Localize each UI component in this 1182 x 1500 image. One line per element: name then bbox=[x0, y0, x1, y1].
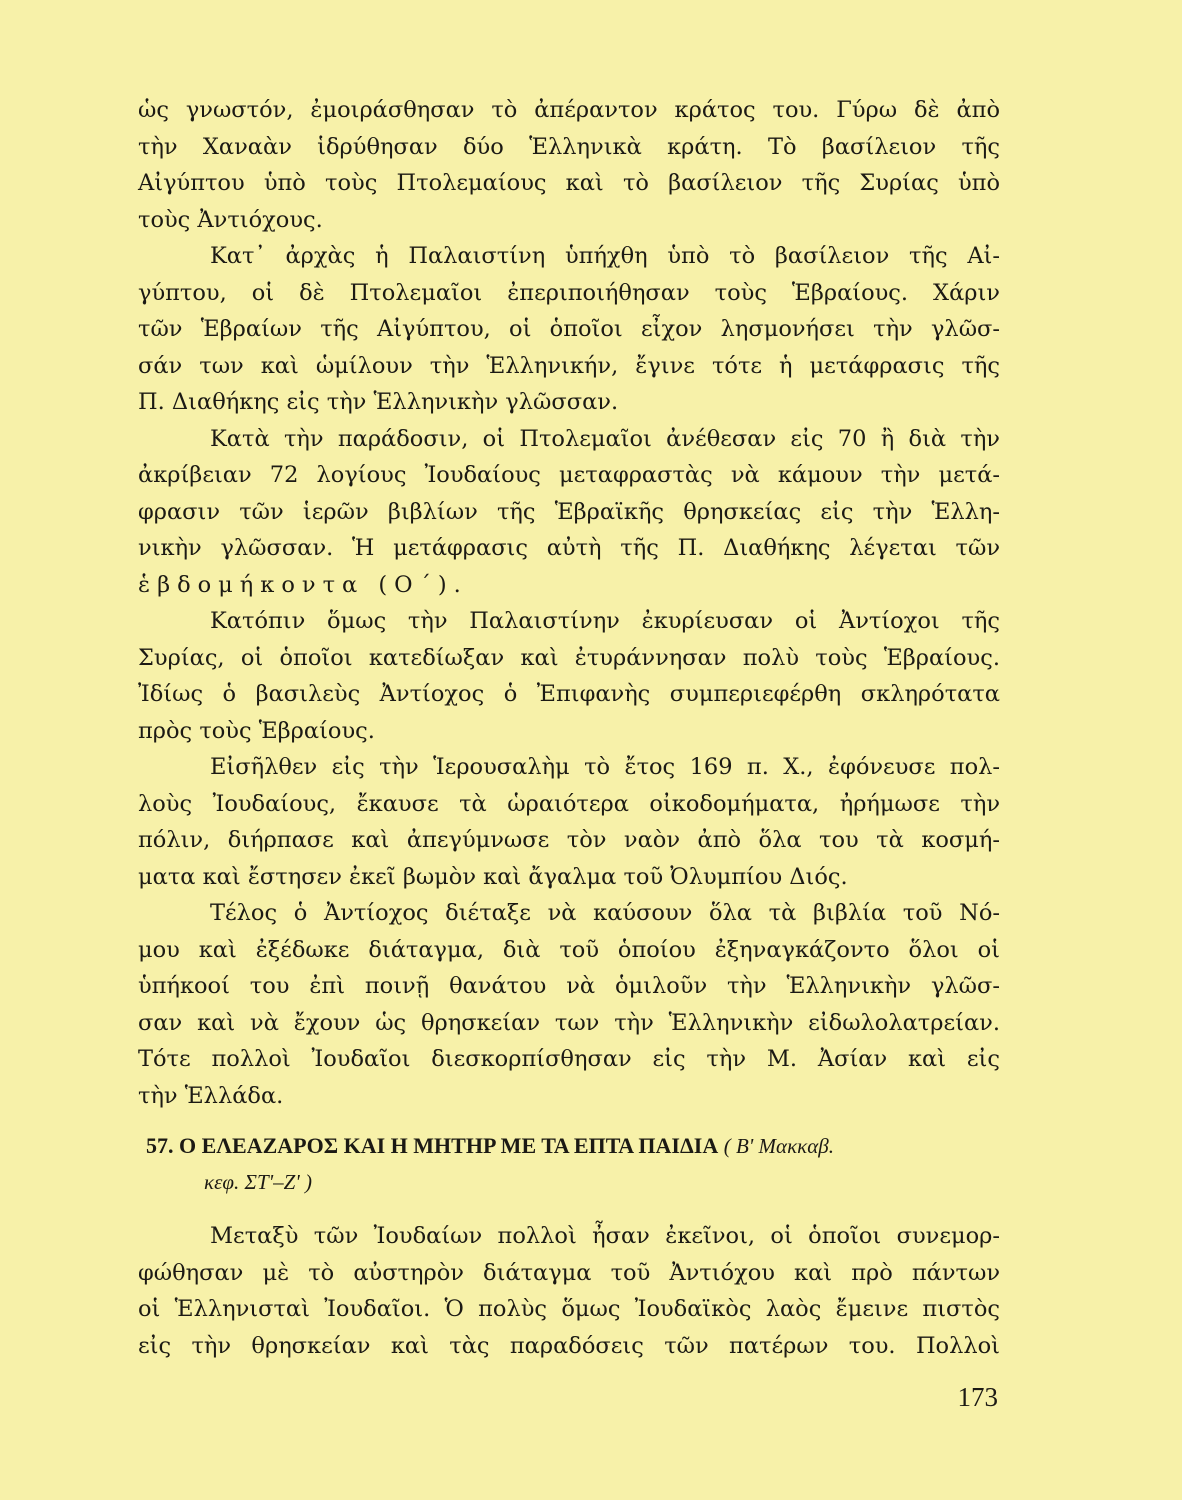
section-number: 57. bbox=[146, 1133, 174, 1158]
text-line: νικὴν γλῶσσαν. Ἡ μετάφρασις αὐτὴ τῆς Π. Διαθήκης λέγεται τῶν bbox=[138, 535, 1000, 561]
section-heading bbox=[146, 1128, 1002, 1200]
text-line: Κατ᾽ ἀρχὰς ἡ Παλαιστίνη ὑπήχθη ὑπὸ τὸ βασίλειον τῆς Αἰ- bbox=[210, 243, 1000, 269]
section-text bbox=[138, 1218, 1000, 1364]
text-line: Κατόπιν ὅμως τὴν Παλαιστίνην ἐκυρίευσαν οἱ Ἀντίοχοι τῆς bbox=[210, 608, 1000, 634]
text-line: ἀκρίβειαν 72 λογίους Ἰουδαίους μεταφραστὰς νὰ κάμουν τὴν μετά- bbox=[138, 462, 1000, 488]
text-line: τὴν Ἑλλάδα. bbox=[138, 1082, 284, 1109]
text-line: μου καὶ ἐξέδωκε διάταγμα, διὰ τοῦ ὁποίου ἐξηναγκάζοντο ὅλοι οἱ bbox=[138, 936, 1000, 963]
text-line: Συρίας, οἱ ὁποῖοι κατεδίωξαν καὶ ἐτυράννησαν πολὺ τοὺς Ἑβραίους. bbox=[138, 644, 1000, 671]
text-line: τὴν Χαναὰν ἱδρύθησαν δύο Ἑλληνικὰ κράτη. Τὸ βασίλειον τῆς bbox=[138, 133, 1000, 160]
text-line: οἱ Ἑλληνισταὶ Ἰουδαῖοι. Ὁ πολὺς ὅμως Ἰουδαϊκὸς λαὸς ἔμεινε πιστὸς bbox=[138, 1296, 1000, 1322]
text-line: φώθησαν μὲ τὸ αὐστηρὸν διάταγμα τοῦ Ἀντιόχου καὶ πρὸ πάντων bbox=[138, 1259, 1000, 1286]
section-reference: ( Β' Μακκαβ. bbox=[723, 1134, 834, 1158]
text-line: τῶν Ἑβραίων τῆς Αἰγύπτου, οἱ ὁποῖοι εἶχον λησμονήσει τὴν γλῶσ- bbox=[138, 316, 1000, 342]
text-line: γύπτου, οἱ δὲ Πτολεμαῖοι ἐπεριποιήθησαν τοὺς Ἑβραίους. Χάριν bbox=[138, 279, 1000, 306]
text-line: φρασιν τῶν ἱερῶν βιβλίων τῆς Ἑβραϊκῆς θρησκείας εἰς τὴν Ἑλλη- bbox=[138, 498, 1000, 525]
text-line: ὑπήκοοί του ἐπὶ ποινῇ θανάτου νὰ ὁμιλοῦν τὴν Ἑλληνικὴν γλῶσ- bbox=[138, 973, 1000, 999]
page-number: 173 bbox=[957, 1382, 998, 1412]
text-line: εἰς τὴν θρησκείαν καὶ τὰς παραδόσεις τῶν πατέρων του. Πολλοὶ bbox=[138, 1332, 1000, 1359]
text-line: Ἰδίως ὁ βασιλεὺς Ἀντίοχος ὁ Ἐπιφανὴς συμπεριεφέρθη σκληρότατα bbox=[138, 681, 1000, 707]
section-title: Ο ΕΛΕΑΖΑΡΟΣ ΚΑΙ Η ΜΗΤΗΡ ΜΕ ΤΑ ΕΠΤΑ ΠΑΙΔΙΑ bbox=[179, 1133, 719, 1158]
text-line: τοὺς Ἀντιόχους. bbox=[138, 206, 323, 233]
text-line: Τέλος ὁ Ἀντίοχος διέταξε νὰ καύσουν ὅλα τὰ βιβλία τοῦ Νό- bbox=[210, 900, 1000, 926]
text-line: σαν καὶ νὰ ἔχουν ὡς θρησκείαν των τὴν Ἑλληνικὴν εἰδωλολατρείαν. bbox=[138, 1009, 1000, 1036]
section-reference-continued: κεφ. ΣΤ'–Ζ' ) bbox=[204, 1170, 313, 1194]
text-line: Π. Διαθήκης εἰς τὴν Ἑλληνικὴν γλῶσσαν. bbox=[138, 389, 619, 415]
text-line: πρὸς τοὺς Ἑβραίους. bbox=[138, 717, 375, 744]
text-line: σάν των καὶ ὡμίλουν τὴν Ἑλληνικήν, ἔγινε τότε ἡ μετάφρασις τῆς bbox=[138, 352, 1000, 379]
text-line: ὡς γνωστόν, ἐμοιράσθησαν τὸ ἀπέραντον κράτος του. Γύρω δὲ ἀπὸ bbox=[138, 97, 1000, 123]
text-line: ἑβδομήκοντα (Ο΄). bbox=[138, 571, 468, 598]
text-line: Αἰγύπτου ὑπὸ τοὺς Πτολεμαίους καὶ τὸ βασίλειον τῆς Συρίας ὑπὸ bbox=[138, 170, 1000, 196]
text-line: Εἰσῆλθεν εἰς τὴν Ἱερουσαλὴμ τὸ ἔτος 169 π. Χ., ἐφόνευσε πολ- bbox=[210, 754, 1000, 780]
text-line: Μεταξὺ τῶν Ἰουδαίων πολλοὶ ἦσαν ἐκεῖνοι, οἱ ὁποῖοι συνεμορ- bbox=[210, 1223, 1000, 1249]
text-line: Κατὰ τὴν παράδοσιν, οἱ Πτολεμαῖοι ἀνέθεσαν εἰς 70 ἢ διὰ τὴν bbox=[210, 425, 1000, 452]
text-line: Τότε πολλοὶ Ἰουδαῖοι διεσκορπίσθησαν εἰς τὴν Μ. Ἀσίαν καὶ εἰς bbox=[138, 1046, 1000, 1072]
text-line: πόλιν, διήρπασε καὶ ἀπεγύμνωσε τὸν ναὸν ἀπὸ ὅλα του τὰ κοσμή- bbox=[138, 827, 1000, 853]
main-text bbox=[138, 92, 1000, 1114]
text-line: λοὺς Ἰουδαίους, ἔκαυσε τὰ ὡραιότερα οἰκοδομήματα, ἠρήμωσε τὴν bbox=[138, 790, 1000, 817]
text-line: ματα καὶ ἔστησεν ἐκεῖ βωμὸν καὶ ἄγαλμα τοῦ Ὀλυμπίου Διός. bbox=[138, 863, 848, 890]
